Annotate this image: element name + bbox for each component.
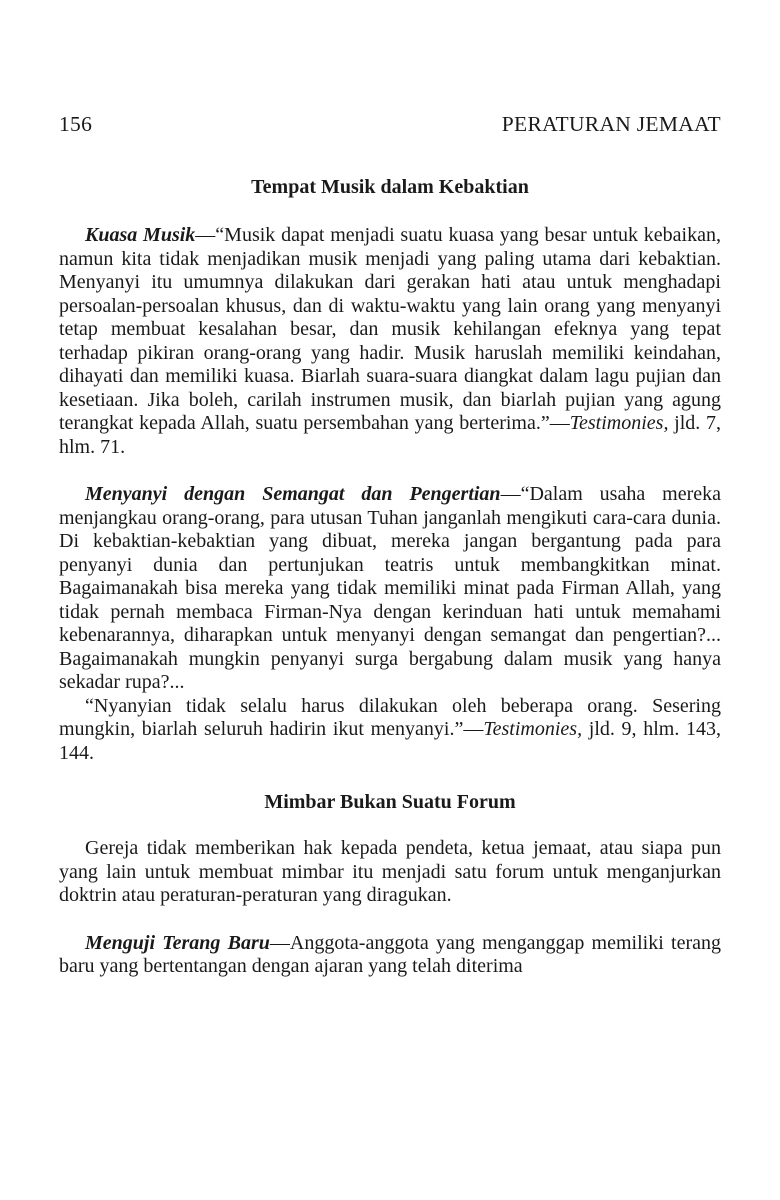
running-header bbox=[59, 112, 721, 146]
document-page bbox=[59, 112, 721, 979]
citation-title: Testimonies, bbox=[569, 412, 669, 434]
citation-ref: jld. 7, hlm. 71. bbox=[59, 412, 721, 458]
citation-ref: jld. 9, hlm. 143, 144. bbox=[59, 718, 721, 764]
paragraph-kuasa-musik bbox=[59, 224, 721, 459]
paragraph-text: “Nyanyian tidak selalu harus dilakukan oleh beberapa orang. Sesering mungkin, biarlah seluruh hadirin ikut menyanyi.”— bbox=[59, 694, 721, 740]
run-in-heading: Menguji Terang Baru bbox=[85, 931, 270, 954]
page-number: 156 bbox=[59, 112, 93, 136]
run-in-heading: Kuasa Musik bbox=[85, 224, 196, 246]
section-heading-mimbar: Mimbar Bukan Suatu Forum bbox=[264, 791, 516, 813]
paragraph-text: Gereja tidak memberikan hak kepada pendeta, ketua jemaat, atau siapa pun yang lain untuk membuat mimbar itu menjadi satu forum untuk menganjurkan doktrin atau peraturan-peraturan yang diragukan. bbox=[59, 837, 721, 906]
paragraph-text: —Anggota-anggota yang menganggap memiliki terang baru yang bertentangan dengan ajaran yang telah diterima bbox=[59, 931, 721, 977]
run-in-heading: Menyanyi dengan Semangat dan Pengertian bbox=[85, 483, 501, 505]
paragraph-nyanyian bbox=[59, 695, 721, 766]
paragraph-gereja bbox=[59, 837, 721, 908]
paragraph-text: —“Musik dapat menjadi suatu kuasa yang besar untuk kebaikan, namun kita tidak menjadikan musik menjadi yang paling utama dari kebaktian. Menyanyi itu umumnya dilakukan dari gerakan hati atau untuk menghadapi persoalan-persoalan khusus, dan di waktu-waktu yang lain orang yang menyanyi tetap membuat kesalahan besar, dan musik kehilangan efeknya yang tepat terhadap pikiran orang-orang yang hadir. Musik haruslah memiliki keindahan, dihayati dan memiliki kuasa. Biarlah suara-suara diangkat dalam lagu pujian dan kesetiaan. Jika boleh, carilah instrumen musik, dan biarlah pujian yang agung terangkat kepada Allah, suatu persembahan yang berterima.”— bbox=[59, 224, 721, 434]
paragraph-menyanyi bbox=[59, 483, 721, 695]
citation-title: Testimonies, bbox=[483, 718, 583, 740]
running-title: PERATURAN JEMAAT bbox=[501, 112, 721, 136]
paragraph-menguji bbox=[59, 932, 721, 979]
section-heading-music: Tempat Musik dalam Kebaktian bbox=[251, 176, 529, 198]
paragraph-text: —“Dalam usaha mereka menjangkau orang-orang, para utusan Tuhan janganlah mengikuti cara-cara dunia. Di kebaktian-kebaktian yang dibuat, mereka jangan bergantung pada para penyanyi dunia dan pertunjukan teatris untuk membangkitkan minat. Bagaimanakah bisa mereka yang tidak memiliki minat pada Firman Allah, yang tidak pernah membaca Firman-Nya dengan kerinduan hati untuk memahami kebenarannya, diharapkan untuk menyanyi dengan semangat dan pengertian?... Bagaimanakah mungkin penyanyi surga bergabung dalam musik yang hanya sekadar rupa?... bbox=[59, 483, 722, 693]
